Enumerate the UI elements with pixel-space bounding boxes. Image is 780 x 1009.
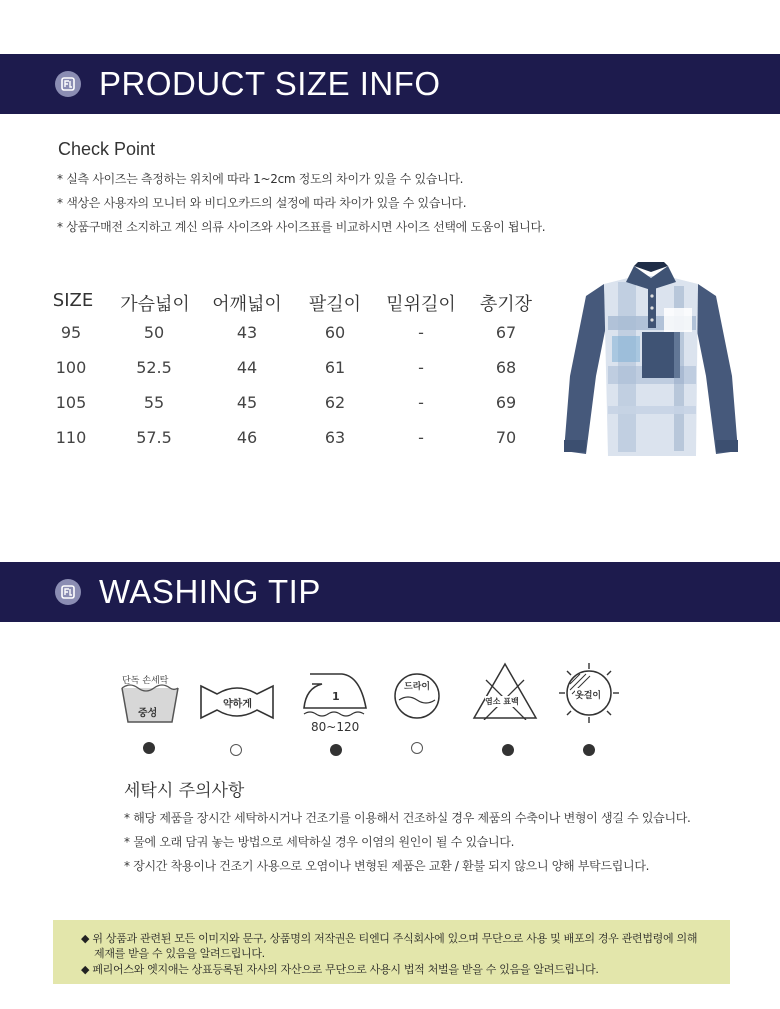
table-cell: 50 (143, 323, 165, 342)
hand-wash-icon (118, 670, 182, 730)
table-cell: - (418, 393, 424, 412)
icon-label: 중성 (138, 708, 158, 719)
wash-option-unselected-dot (230, 744, 242, 756)
washing-note-line: * 물에 오래 담궈 놓는 방법으로 세탁하실 경우 이염의 원인이 될 수 있습니다. (124, 835, 515, 849)
size-info-header (0, 54, 780, 114)
table-cell: 60 (324, 323, 346, 342)
table-cell: 110 (55, 428, 87, 447)
hang-dry-icon (558, 662, 620, 724)
table-header: 어깨넓이 (212, 294, 282, 315)
table-cell: 68 (495, 358, 517, 377)
washing-note-line: * 장시간 착용이나 건조기 사용으로 오염이나 변형된 제품은 교환 / 환불 되지 않으니 양해 부탁드립니다. (124, 859, 650, 873)
check-point-title: Check Point (58, 139, 156, 159)
table-cell: 105 (55, 393, 87, 412)
table-cell: 46 (236, 428, 258, 447)
table-header: 팔길이 (308, 294, 362, 315)
wash-option-selected-dot (330, 744, 342, 756)
iron-icon (300, 668, 372, 738)
table-cell: 52.5 (136, 358, 172, 377)
washing-tip-header (0, 562, 780, 622)
table-cell: 70 (495, 428, 517, 447)
section-title: PRODUCT SIZE INFO (99, 65, 441, 102)
table-cell: - (418, 323, 424, 342)
table-cell: 95 (60, 323, 82, 342)
table-cell: 43 (236, 323, 258, 342)
table-cell: 61 (324, 358, 346, 377)
washing-notes-title: 세탁시 주의사항 (124, 781, 245, 801)
table-cell: 63 (324, 428, 346, 447)
table-header: 밑위길이 (386, 294, 456, 315)
icon-label: 염소 표백 (485, 697, 519, 706)
notice-line: 제재를 받을 수 있음을 알려드립니다. (94, 947, 265, 960)
icon-label: 옷걸이 (575, 688, 601, 701)
table-cell: 67 (495, 323, 517, 342)
notice-line: ◆ 페리어스와 엣지애는 상표등록된 자사의 자산으로 무단으로 사용시 법적 처벌을 받을 수 있음을 알려드립니다. (81, 963, 599, 976)
check-point-line: * 상품구매전 소지하고 계신 의류 사이즈와 사이즈표를 비교하시면 사이즈 선택에 도움이 됩니다. (57, 220, 546, 234)
wash-option-selected-dot (502, 744, 514, 756)
product-shirt-image (556, 256, 746, 466)
table-cell: 62 (324, 393, 346, 412)
table-cell: - (418, 358, 424, 377)
table-cell: 69 (495, 393, 517, 412)
icon-label: 드라이 (404, 682, 431, 692)
table-header: SIZE (52, 290, 94, 311)
icon-label: 약하게 (223, 699, 252, 710)
wash-option-selected-dot (143, 742, 155, 754)
copyright-notice (53, 920, 730, 984)
table-cell: 55 (143, 393, 165, 412)
check-point-line: * 실측 사이즈는 측정하는 위치에 따라 1~2cm 정도의 차이가 있을 수 있습니다. (57, 172, 464, 186)
brand-logo-icon (55, 579, 81, 605)
wash-option-selected-dot (583, 744, 595, 756)
brand-logo-icon (55, 71, 81, 97)
icon-sub-label: 80~120 (311, 720, 360, 734)
table-header: 총기장 (479, 294, 533, 315)
table-header: 가슴넓이 (120, 294, 190, 315)
notice-line: ◆ 위 상품과 관련된 모든 이미지와 문구, 상품명의 저작권은 티엔디 주식회사에 있으며 무단으로 사용 및 배포의 경우 관련법령에 의해 (81, 932, 698, 945)
no-bleach-icon (472, 662, 538, 720)
table-cell: 45 (236, 393, 258, 412)
table-cell: 57.5 (136, 428, 172, 447)
wash-option-unselected-dot (411, 742, 423, 754)
table-cell: - (418, 428, 424, 447)
washing-note-line: * 해당 제품을 장시간 세탁하시거나 건조기를 이용해서 건조하실 경우 제품의 수축이나 변형이 생길 수 있습니다. (124, 811, 691, 825)
dry-clean-icon (393, 672, 441, 720)
icon-label: 단독 손세탁 (122, 676, 169, 686)
table-cell: 100 (55, 358, 87, 377)
check-point-line: * 색상은 사용자의 모니터 와 비디오카드의 설정에 따라 차이가 있을 수 있습니다. (57, 196, 467, 210)
icon-label: 1 (332, 690, 340, 703)
mild-wash-icon (199, 680, 275, 724)
section-title: WASHING TIP (99, 573, 321, 610)
table-cell: 44 (236, 358, 258, 377)
